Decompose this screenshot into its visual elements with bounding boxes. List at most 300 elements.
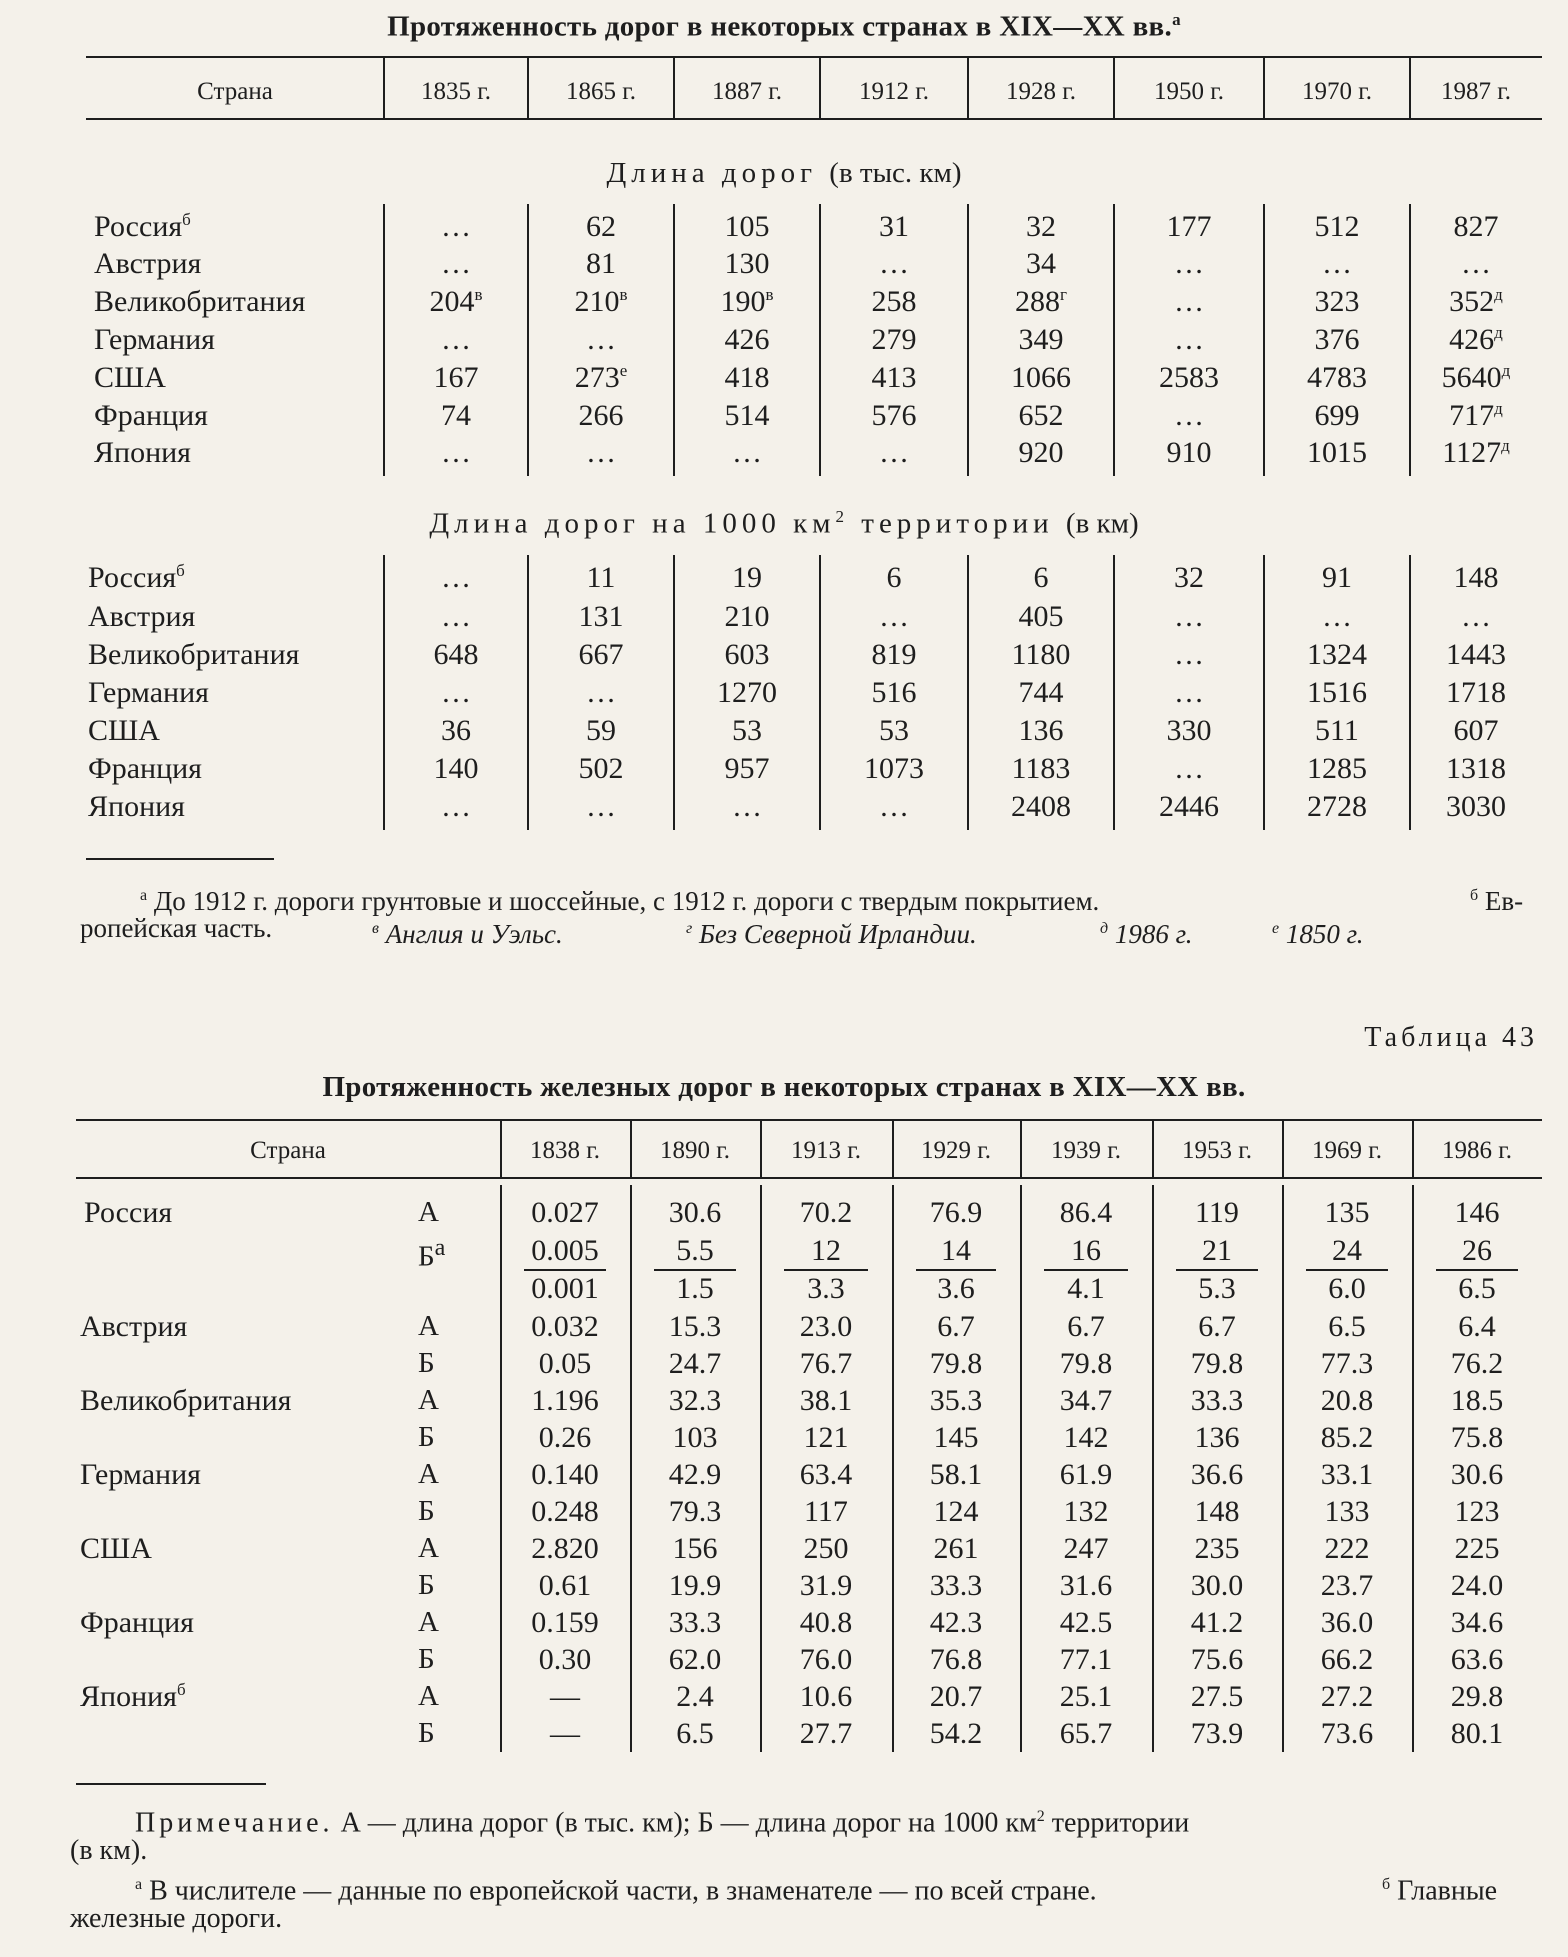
fraction-numerator: 26 bbox=[1462, 1234, 1492, 1267]
column-divider bbox=[819, 204, 821, 476]
row-country: Австрия bbox=[94, 247, 202, 280]
table-cell: 1.196 bbox=[531, 1384, 599, 1417]
table-cell: 136 bbox=[1018, 714, 1064, 747]
table1-section2-title: Длина дорог на 1000 $км^2$ территории (в км) bbox=[429, 507, 1139, 540]
table-cell: … bbox=[441, 790, 471, 823]
table-cell: 79.8 bbox=[929, 1347, 983, 1380]
table-cell: 34.7 bbox=[1059, 1384, 1113, 1417]
column-divider bbox=[1409, 204, 1411, 476]
table-cell: 4783 bbox=[1307, 361, 1367, 394]
table-cell: 53 bbox=[879, 714, 909, 747]
table-cell: 33.3 bbox=[1190, 1384, 1244, 1417]
table2-note: Примечание. А — длина дорог (в тыс. км); Б — длина дорог на 1000 $км^2$ территории bbox=[135, 1807, 1190, 1839]
table-cell: 261 bbox=[933, 1532, 979, 1565]
table-cell: 117 bbox=[804, 1495, 848, 1528]
table-cell: … bbox=[1174, 247, 1204, 280]
header-year: 1890 г. bbox=[660, 1137, 730, 1164]
fraction-line bbox=[524, 1269, 606, 1271]
table-cell: … bbox=[1322, 600, 1352, 633]
table-cell: … bbox=[1174, 638, 1204, 671]
column-divider bbox=[500, 1185, 502, 1752]
table-cell: 0.248 bbox=[531, 1495, 599, 1528]
table-cell: 920 bbox=[1018, 436, 1064, 469]
table-cell: 6.5 bbox=[676, 1717, 714, 1750]
header-year: 1939 г. bbox=[1051, 1137, 1121, 1164]
header-country: Страна bbox=[250, 1137, 326, 1164]
table-cell: 247 bbox=[1063, 1532, 1109, 1565]
table1-footnote-rule bbox=[86, 858, 274, 860]
table-cell: 41.2 bbox=[1190, 1606, 1244, 1639]
row-country: Россия bbox=[84, 1196, 173, 1229]
row-country: Франция bbox=[88, 752, 202, 785]
table-cell: 80.1 bbox=[1450, 1717, 1504, 1750]
table-cell: $1127^д$ bbox=[1442, 436, 1510, 469]
row-country: Германия bbox=[88, 676, 209, 709]
table-cell: 53 bbox=[732, 714, 762, 747]
table-cell: … bbox=[732, 436, 762, 469]
row-country: Австрия bbox=[88, 600, 196, 633]
column-divider bbox=[760, 1185, 762, 1752]
table-cell: 54.2 bbox=[929, 1717, 983, 1750]
table1-footnote-v: $^в$ Англия и Уэльс. bbox=[372, 919, 563, 949]
table-cell: 29.8 bbox=[1450, 1680, 1504, 1713]
table-cell: … bbox=[586, 790, 616, 823]
table-cell: $288^г$ bbox=[1015, 285, 1067, 318]
table-cell: … bbox=[441, 323, 471, 356]
fraction-numerator: 14 bbox=[941, 1234, 971, 1267]
table-cell: 27.7 bbox=[799, 1717, 853, 1750]
table2-footnote-b-cont: железные дороги. bbox=[70, 1903, 283, 1934]
table-cell: 827 bbox=[1453, 210, 1499, 243]
column-divider bbox=[1282, 1121, 1284, 1177]
table-cell: 119 bbox=[1195, 1196, 1239, 1229]
column-divider bbox=[673, 555, 675, 830]
table-cell: 0.26 bbox=[538, 1421, 592, 1454]
table-cell: 514 bbox=[724, 399, 770, 432]
table-cell: 2446 bbox=[1159, 790, 1219, 823]
column-divider bbox=[819, 58, 821, 118]
table-cell: 1180 bbox=[1011, 638, 1071, 671]
table-cell: 0.032 bbox=[531, 1310, 599, 1343]
row-kind-b: Б bbox=[418, 1717, 435, 1749]
table-cell: 103 bbox=[672, 1421, 718, 1454]
table-cell: 36.6 bbox=[1190, 1458, 1244, 1491]
column-divider bbox=[1020, 1185, 1022, 1752]
fraction-denominator: 0.001 bbox=[531, 1272, 599, 1305]
table-cell: 74 bbox=[441, 399, 471, 432]
table-cell: 146 bbox=[1454, 1196, 1500, 1229]
table-cell: 27.2 bbox=[1320, 1680, 1374, 1713]
table-cell: 23.7 bbox=[1320, 1569, 1374, 1602]
table-cell: 0.61 bbox=[538, 1569, 592, 1602]
table-cell: … bbox=[586, 676, 616, 709]
header-year: 1970 г. bbox=[1302, 78, 1372, 105]
column-divider bbox=[1113, 555, 1115, 830]
table-cell: 131 bbox=[578, 600, 624, 633]
row-country: Россия$^б$ bbox=[88, 561, 185, 594]
table-cell: 121 bbox=[803, 1421, 849, 1454]
table-cell: — bbox=[550, 1680, 580, 1713]
row-country: Германия bbox=[80, 1458, 201, 1491]
table-cell: … bbox=[732, 790, 762, 823]
table-cell: 76.9 bbox=[929, 1196, 983, 1229]
table-cell: 32.3 bbox=[668, 1384, 722, 1417]
table-cell: 225 bbox=[1454, 1532, 1500, 1565]
table-cell: 79.8 bbox=[1059, 1347, 1113, 1380]
header-year: 1987 г. bbox=[1441, 78, 1511, 105]
table-cell: 1443 bbox=[1446, 638, 1506, 671]
table-cell: 3030 bbox=[1446, 790, 1506, 823]
table-cell: $210^в$ bbox=[574, 285, 628, 318]
table-cell: 76.7 bbox=[799, 1347, 853, 1380]
table-cell: … bbox=[1461, 600, 1491, 633]
table-cell: 1015 bbox=[1307, 436, 1367, 469]
table-cell: 1066 bbox=[1011, 361, 1071, 394]
fraction-denominator: 6.0 bbox=[1328, 1272, 1366, 1305]
fraction-denominator: 3.3 bbox=[807, 1272, 845, 1305]
column-divider bbox=[1412, 1185, 1414, 1752]
table-cell: 31.9 bbox=[799, 1569, 853, 1602]
row-country: Франция bbox=[94, 399, 208, 432]
column-divider bbox=[1152, 1185, 1154, 1752]
row-country: Великобритания bbox=[94, 285, 306, 318]
table-cell: 148 bbox=[1453, 561, 1499, 594]
table-cell: 36 bbox=[441, 714, 471, 747]
table-cell: 6.5 bbox=[1328, 1310, 1366, 1343]
table2-footnote-rule bbox=[76, 1783, 266, 1785]
table1-footnote-a: $^а$ До 1912 г. дороги грунтовые и шоссейные, с 1912 г. дороги с твердым покрытием. bbox=[140, 886, 1100, 916]
table-cell: 136 bbox=[1194, 1421, 1240, 1454]
table-cell: $717^д$ bbox=[1449, 399, 1503, 432]
table-cell: 75.8 bbox=[1450, 1421, 1504, 1454]
table-cell: 25.1 bbox=[1059, 1680, 1113, 1713]
table1-footnote-b: $^б$ Ев- bbox=[1470, 886, 1524, 916]
table1-footnote-e: $^е$ 1850 г. bbox=[1272, 919, 1364, 949]
row-country: Великобритания bbox=[88, 638, 300, 671]
table-cell: 133 bbox=[1324, 1495, 1370, 1528]
table-cell: 20.7 bbox=[929, 1680, 983, 1713]
fraction-numerator: 12 bbox=[811, 1234, 841, 1267]
table-cell: 266 bbox=[578, 399, 624, 432]
table-cell: 105 bbox=[724, 210, 770, 243]
table-cell: 40.8 bbox=[799, 1606, 853, 1639]
table-cell: 6 bbox=[886, 561, 902, 594]
table-cell: 177 bbox=[1166, 210, 1212, 243]
fraction-numerator: 0.005 bbox=[531, 1234, 599, 1267]
column-divider bbox=[1409, 58, 1411, 118]
table1-footnote-d: $^д$ 1986 г. bbox=[1100, 919, 1193, 949]
column-divider bbox=[1263, 204, 1265, 476]
table-cell: 376 bbox=[1314, 323, 1360, 356]
fraction-denominator: 4.1 bbox=[1067, 1272, 1105, 1305]
table-cell: 63.4 bbox=[799, 1458, 853, 1491]
table-cell: 19 bbox=[732, 561, 762, 594]
table-cell: 33.1 bbox=[1320, 1458, 1374, 1491]
table-cell: 63.6 bbox=[1450, 1643, 1504, 1676]
column-divider bbox=[1263, 58, 1265, 118]
table-cell: 81 bbox=[586, 247, 616, 280]
row-country: Австрия bbox=[80, 1310, 188, 1343]
table-cell: … bbox=[1174, 285, 1204, 318]
table-cell: 910 bbox=[1166, 436, 1212, 469]
table-cell: … bbox=[441, 210, 471, 243]
fraction-numerator: 5.5 bbox=[676, 1234, 714, 1267]
table-cell: 42.5 bbox=[1059, 1606, 1113, 1639]
fraction-denominator: 6.5 bbox=[1458, 1272, 1496, 1305]
column-divider bbox=[527, 555, 529, 830]
row-country: Япония bbox=[88, 790, 185, 823]
table-cell: 76.2 bbox=[1450, 1347, 1504, 1380]
table-cell: 2.820 bbox=[531, 1532, 599, 1565]
row-kind-b: Б bbox=[418, 1347, 435, 1379]
table-cell: 349 bbox=[1018, 323, 1064, 356]
table-cell: 34 bbox=[1026, 247, 1056, 280]
table-cell: 32 bbox=[1174, 561, 1204, 594]
table-cell: 24.0 bbox=[1450, 1569, 1504, 1602]
header-country: Страна bbox=[197, 78, 273, 105]
table-cell: 1318 bbox=[1446, 752, 1506, 785]
table-cell: 418 bbox=[724, 361, 770, 394]
row-country: Япония bbox=[94, 436, 191, 469]
table-cell: 15.3 bbox=[668, 1310, 722, 1343]
table-cell: 502 bbox=[578, 752, 624, 785]
table2-note-cont: (в км). bbox=[70, 1835, 148, 1866]
table-cell: … bbox=[586, 323, 616, 356]
table-cell: 24.7 bbox=[668, 1347, 722, 1380]
table-cell: 11 bbox=[586, 561, 616, 594]
table-cell: 140 bbox=[433, 752, 479, 785]
table-cell: 34.6 bbox=[1450, 1606, 1504, 1639]
table-cell: 0.30 bbox=[538, 1643, 592, 1676]
row-kind-a: А bbox=[418, 1606, 439, 1638]
table-cell: 258 bbox=[871, 285, 917, 318]
table-cell: 1285 bbox=[1307, 752, 1367, 785]
table-cell: 1270 bbox=[717, 676, 777, 709]
table-cell: 511 bbox=[1315, 714, 1359, 747]
table-cell: 426 bbox=[724, 323, 770, 356]
table-cell: $204^в$ bbox=[429, 285, 483, 318]
table-cell: 58.1 bbox=[929, 1458, 983, 1491]
table-cell: … bbox=[1322, 247, 1352, 280]
table-cell: 652 bbox=[1018, 399, 1064, 432]
table-cell: 59 bbox=[586, 714, 616, 747]
row-country: США bbox=[80, 1532, 152, 1565]
row-country: Германия bbox=[94, 323, 215, 356]
table-cell: 1073 bbox=[864, 752, 924, 785]
header-year: 1865 г. bbox=[566, 78, 636, 105]
fraction-line bbox=[1306, 1269, 1388, 1271]
table-cell: 135 bbox=[1324, 1196, 1370, 1229]
header-year: 1913 г. bbox=[791, 1137, 861, 1164]
table-cell: 167 bbox=[433, 361, 479, 394]
table-cell: 323 bbox=[1314, 285, 1360, 318]
table-cell: 85.2 bbox=[1320, 1421, 1374, 1454]
table-cell: 6.7 bbox=[937, 1310, 975, 1343]
table2-footnote-b: $^б$ Главные bbox=[1382, 1875, 1498, 1907]
table-cell: … bbox=[1461, 247, 1491, 280]
table-cell: 65.7 bbox=[1059, 1717, 1113, 1750]
table-cell: … bbox=[1174, 752, 1204, 785]
table-cell: 1324 bbox=[1307, 638, 1367, 671]
table-cell: 744 bbox=[1018, 676, 1064, 709]
header-year: 1887 г. bbox=[712, 78, 782, 105]
table-cell: 603 bbox=[724, 638, 770, 671]
table-cell: … bbox=[1174, 600, 1204, 633]
table-cell: 250 bbox=[803, 1532, 849, 1565]
table-cell: 38.1 bbox=[799, 1384, 853, 1417]
table-cell: 142 bbox=[1063, 1421, 1109, 1454]
table-cell: 516 bbox=[871, 676, 917, 709]
row-country: Франция bbox=[80, 1606, 194, 1639]
table-cell: 35.3 bbox=[929, 1384, 983, 1417]
row-kind-a: А bbox=[418, 1458, 439, 1490]
column-divider bbox=[500, 1121, 502, 1177]
table-cell: 156 bbox=[672, 1532, 718, 1565]
fraction-denominator: 5.3 bbox=[1198, 1272, 1236, 1305]
table-cell: 73.6 bbox=[1320, 1717, 1374, 1750]
table-cell: 18.5 bbox=[1450, 1384, 1504, 1417]
table-cell: 42.9 bbox=[668, 1458, 722, 1491]
table-cell: … bbox=[879, 247, 909, 280]
table-cell: 210 bbox=[724, 600, 770, 633]
column-divider bbox=[527, 204, 529, 476]
fraction-numerator: 16 bbox=[1071, 1234, 1101, 1267]
fraction-line bbox=[784, 1269, 868, 1271]
table-cell: 70.2 bbox=[799, 1196, 853, 1229]
column-divider bbox=[967, 58, 969, 118]
table-cell: 42.3 bbox=[929, 1606, 983, 1639]
table-cell: 76.0 bbox=[799, 1643, 853, 1676]
table-cell: … bbox=[1174, 676, 1204, 709]
table-cell: 648 bbox=[433, 638, 479, 671]
fraction-line bbox=[1044, 1269, 1128, 1271]
table-cell: 33.3 bbox=[668, 1606, 722, 1639]
table-cell: 1183 bbox=[1011, 752, 1071, 785]
table-cell: 10.6 bbox=[799, 1680, 853, 1713]
table-cell: 148 bbox=[1194, 1495, 1240, 1528]
header-year: 1969 г. bbox=[1312, 1137, 1382, 1164]
table-cell: 2.4 bbox=[676, 1680, 714, 1713]
column-divider bbox=[630, 1121, 632, 1177]
table-cell: 75.6 bbox=[1190, 1643, 1244, 1676]
header-year: 1953 г. bbox=[1182, 1137, 1252, 1164]
table-cell: 30.6 bbox=[1450, 1458, 1504, 1491]
table-cell: 62 bbox=[586, 210, 616, 243]
table-cell: 222 bbox=[1324, 1532, 1370, 1565]
table-cell: 73.9 bbox=[1190, 1717, 1244, 1750]
table-cell: … bbox=[441, 561, 471, 594]
table-cell: 607 bbox=[1453, 714, 1499, 747]
fraction-line bbox=[1176, 1269, 1258, 1271]
table-cell: $5640^д$ bbox=[1441, 361, 1511, 394]
table-cell: … bbox=[1174, 323, 1204, 356]
row-kind-b: Б bbox=[418, 1569, 435, 1601]
table-cell: 145 bbox=[933, 1421, 979, 1454]
table-cell: 36.0 bbox=[1320, 1606, 1374, 1639]
table-cell: 77.1 bbox=[1059, 1643, 1113, 1676]
column-divider bbox=[892, 1185, 894, 1752]
header-year: 1929 г. bbox=[921, 1137, 991, 1164]
table-cell: 0.05 bbox=[538, 1347, 592, 1380]
table-cell: … bbox=[441, 600, 471, 633]
table-cell: 61.9 bbox=[1059, 1458, 1113, 1491]
table-cell: … bbox=[586, 436, 616, 469]
table-cell: 1516 bbox=[1307, 676, 1367, 709]
table-cell: 30.0 bbox=[1190, 1569, 1244, 1602]
table-cell: 124 bbox=[933, 1495, 979, 1528]
table-cell: 2583 bbox=[1159, 361, 1219, 394]
column-divider bbox=[1412, 1121, 1414, 1177]
table-cell: 6 bbox=[1033, 561, 1049, 594]
table-cell: … bbox=[441, 436, 471, 469]
column-divider bbox=[819, 555, 821, 830]
table-cell: … bbox=[441, 247, 471, 280]
row-kind-b: $Б^а$ bbox=[418, 1234, 446, 1273]
column-divider bbox=[383, 555, 385, 830]
column-divider bbox=[673, 204, 675, 476]
column-divider bbox=[1409, 555, 1411, 830]
table-cell: 0.027 bbox=[531, 1196, 599, 1229]
fraction-numerator: 21 bbox=[1202, 1234, 1232, 1267]
table-cell: 667 bbox=[578, 638, 624, 671]
fraction-line bbox=[916, 1269, 996, 1271]
header-year: 1986 г. bbox=[1442, 1137, 1512, 1164]
column-divider bbox=[527, 58, 529, 118]
column-divider bbox=[383, 204, 385, 476]
header-year: 1835 г. bbox=[421, 78, 491, 105]
column-divider bbox=[1152, 1121, 1154, 1177]
table-cell: 76.8 bbox=[929, 1643, 983, 1676]
table2-header-rule bbox=[76, 1177, 1542, 1179]
table-cell: 32 bbox=[1026, 210, 1056, 243]
row-kind-a: А bbox=[418, 1384, 439, 1416]
table-cell: 235 bbox=[1194, 1532, 1240, 1565]
table-cell: 31.6 bbox=[1059, 1569, 1113, 1602]
fraction-line bbox=[1436, 1269, 1518, 1271]
header-year: 1912 г. bbox=[859, 78, 929, 105]
column-divider bbox=[1020, 1121, 1022, 1177]
fraction-denominator: 3.6 bbox=[937, 1272, 975, 1305]
table-cell: 576 bbox=[871, 399, 917, 432]
table-cell: 6.4 bbox=[1458, 1310, 1496, 1343]
table-cell: 66.2 bbox=[1320, 1643, 1374, 1676]
row-kind-b: Б bbox=[418, 1495, 435, 1527]
table-cell: $426^д$ bbox=[1449, 323, 1503, 356]
table-cell: 279 bbox=[871, 323, 917, 356]
table-cell: 512 bbox=[1314, 210, 1360, 243]
row-kind-b: Б bbox=[418, 1643, 435, 1675]
row-country: Россия$^б$ bbox=[94, 210, 191, 243]
table-cell: 2728 bbox=[1307, 790, 1367, 823]
table1-top-rule bbox=[86, 56, 1542, 58]
table-cell: 699 bbox=[1314, 399, 1360, 432]
table-cell: $190^в$ bbox=[720, 285, 774, 318]
table-cell: $352^д$ bbox=[1449, 285, 1503, 318]
fraction-line bbox=[654, 1269, 736, 1271]
row-country: США bbox=[94, 361, 166, 394]
column-divider bbox=[1113, 204, 1115, 476]
column-divider bbox=[1282, 1185, 1284, 1752]
column-divider bbox=[383, 58, 385, 118]
column-divider bbox=[673, 58, 675, 118]
table-cell: 0.159 bbox=[531, 1606, 599, 1639]
table-cell: 62.0 bbox=[668, 1643, 722, 1676]
table-cell: 1718 bbox=[1446, 676, 1506, 709]
table-cell: … bbox=[879, 436, 909, 469]
column-divider bbox=[1263, 555, 1265, 830]
table-cell: 130 bbox=[724, 247, 770, 280]
table-cell: 957 bbox=[724, 752, 770, 785]
